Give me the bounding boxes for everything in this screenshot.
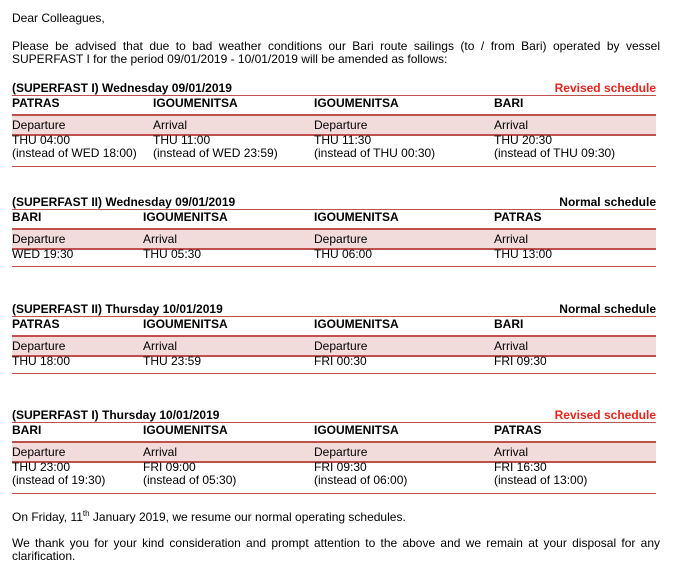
schedule-title: (SUPERFAST II) Thursday 10/01/2019 — [12, 302, 223, 316]
time-value: THU 06:00 — [314, 247, 373, 261]
port-cell: IGOUMENITSA — [314, 96, 399, 110]
times-row — [12, 134, 656, 162]
time-value: FRI 09:30 — [314, 460, 367, 474]
port-cell: BARI — [494, 317, 524, 331]
label-cell: Departure — [314, 118, 368, 132]
schedule-status: Revised schedule — [554, 81, 656, 95]
time-cell — [494, 134, 615, 160]
time-cell — [12, 134, 137, 160]
time-value: WED 19:30 — [12, 247, 74, 261]
time-cell — [12, 461, 105, 487]
label-cell: Departure — [314, 339, 368, 353]
time-value: FRI 09:00 — [143, 460, 196, 474]
schedule-table-4 — [12, 409, 656, 497]
label-cell: Departure — [12, 232, 66, 246]
intro-paragraph: Please be advised that due to bad weather conditions our Bari route sailings (to / from Bari) operated by vessel SUPERFAST I for the period 09/01/2019 - 10/01/2019 will be amended as follows: — [12, 39, 660, 66]
port-cell: BARI — [494, 96, 524, 110]
label-cell: Departure — [12, 118, 66, 132]
schedule-table-3 — [12, 303, 656, 377]
label-cell: Arrival — [143, 445, 178, 459]
time-value: THU 20:30 — [494, 133, 553, 147]
time-value: THU 11:00 — [153, 133, 211, 147]
ordinal-suffix: th — [82, 509, 90, 518]
resume-paragraph — [12, 511, 406, 524]
port-cell: IGOUMENITSA — [143, 423, 228, 437]
time-value: THU 05:30 — [143, 247, 202, 261]
table-rule — [12, 166, 656, 167]
port-cell: PATRAS — [494, 210, 542, 224]
label-cell: Departure — [314, 232, 368, 246]
port-cell: IGOUMENITSA — [153, 96, 238, 110]
port-cell: BARI — [12, 423, 42, 437]
time-value: FRI 09:30 — [494, 354, 547, 368]
resume-text-before: On Friday, 11 — [12, 510, 83, 524]
time-value: THU 11:30 — [314, 133, 372, 147]
ports-row — [12, 210, 656, 224]
times-row — [12, 355, 656, 369]
schedule-status: Normal schedule — [559, 302, 656, 316]
table-rule — [12, 373, 656, 374]
time-cell — [314, 461, 407, 487]
time-note: (instead of WED 18:00) — [12, 146, 137, 160]
port-cell: PATRAS — [12, 317, 60, 331]
time-cell — [314, 134, 435, 160]
port-cell: IGOUMENITSA — [143, 317, 228, 331]
port-cell: PATRAS — [494, 423, 542, 437]
label-cell: Arrival — [494, 445, 529, 459]
label-cell: Departure — [12, 445, 66, 459]
time-note: (instead of THU 09:30) — [494, 146, 616, 160]
label-cell: Arrival — [143, 339, 178, 353]
time-cell — [143, 461, 236, 487]
resume-text-after: January 2019, we resume our normal operating schedules. — [89, 510, 406, 524]
table-rule — [12, 493, 656, 494]
time-value: THU 18:00 — [12, 354, 71, 368]
label-cell: Arrival — [143, 232, 178, 246]
greeting: Dear Colleagues, — [12, 11, 105, 25]
port-cell: BARI — [12, 210, 42, 224]
schedule-status: Normal schedule — [559, 195, 656, 209]
schedule-status: Revised schedule — [554, 408, 656, 422]
schedule-title: (SUPERFAST I) Wednesday 09/01/2019 — [12, 81, 232, 95]
port-cell: IGOUMENITSA — [314, 317, 399, 331]
time-note: (instead of WED 23:59) — [153, 146, 278, 160]
label-cell: Departure — [314, 445, 368, 459]
time-cell — [494, 461, 587, 487]
time-note: (instead of 06:00) — [314, 473, 408, 487]
time-value: THU 23:00 — [12, 460, 71, 474]
time-value: FRI 00:30 — [314, 354, 367, 368]
time-value: THU 04:00 — [12, 133, 71, 147]
time-value: THU 13:00 — [494, 247, 553, 261]
label-cell: Arrival — [494, 232, 529, 246]
port-cell: IGOUMENITSA — [314, 210, 399, 224]
port-cell: IGOUMENITSA — [314, 423, 399, 437]
time-note: (instead of 19:30) — [12, 473, 106, 487]
port-cell: PATRAS — [12, 96, 60, 110]
schedule-table-2 — [12, 196, 656, 270]
schedule-title: (SUPERFAST II) Wednesday 09/01/2019 — [12, 195, 236, 209]
ports-row — [12, 423, 656, 437]
times-row — [12, 461, 656, 489]
ports-row — [12, 317, 656, 331]
closing-paragraph: We thank you for your kind consideration and prompt attention to the above and we remain at your disposal for any clarification. — [12, 536, 660, 563]
label-cell: Arrival — [153, 118, 188, 132]
time-value: THU 23:59 — [143, 354, 202, 368]
port-cell: IGOUMENITSA — [143, 210, 228, 224]
time-value: FRI 16:30 — [494, 460, 547, 474]
label-cell: Arrival — [494, 339, 529, 353]
table-rule — [12, 266, 656, 267]
schedule-title: (SUPERFAST I) Thursday 10/01/2019 — [12, 408, 220, 422]
ports-row — [12, 96, 656, 110]
time-note: (instead of 13:00) — [494, 473, 588, 487]
schedule-table-1 — [12, 82, 656, 170]
time-note: (instead of 05:30) — [143, 473, 237, 487]
times-row — [12, 248, 656, 262]
label-cell: Departure — [12, 339, 66, 353]
time-note: (instead of THU 00:30) — [314, 146, 436, 160]
label-cell: Arrival — [494, 118, 529, 132]
time-cell — [153, 134, 278, 160]
